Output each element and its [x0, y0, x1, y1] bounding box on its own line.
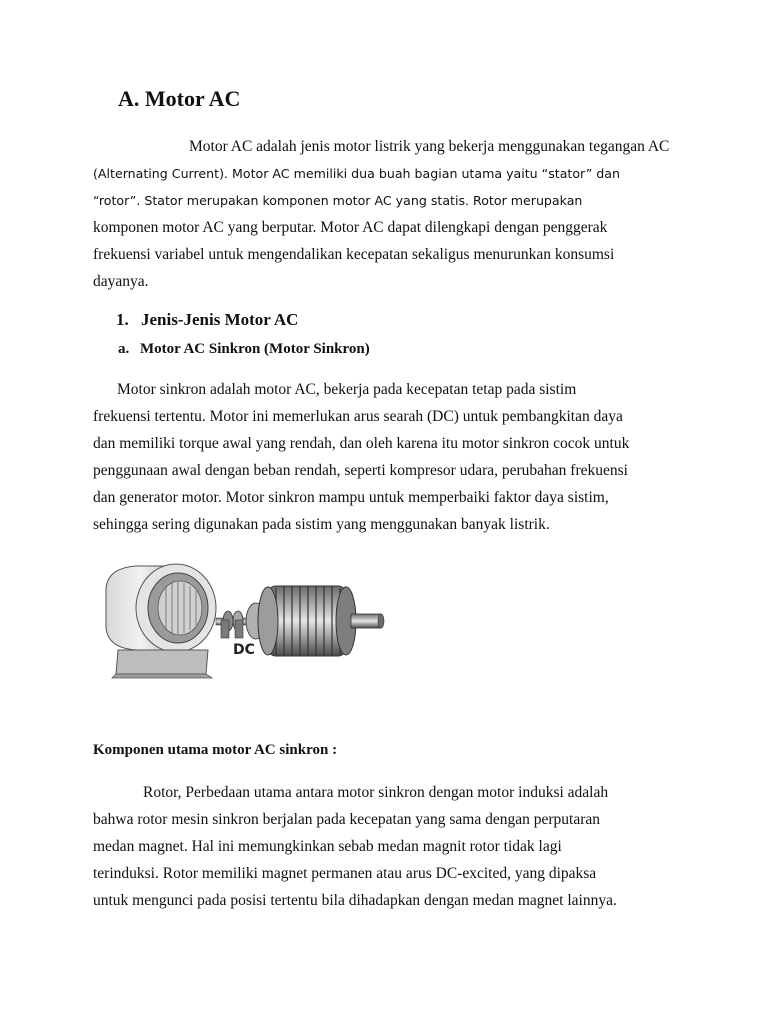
- rotor: [258, 586, 384, 656]
- rotor-line: terinduksi. Rotor memiliki magnet permanen atau arus DC-excited, yang dipaksa: [93, 865, 597, 882]
- dc-label: DC: [233, 642, 255, 658]
- stator-housing: [106, 564, 216, 678]
- synchronous-motor-figure: [96, 558, 396, 683]
- rotor-line: bahwa rotor mesin sinkron berjalan pada kecepatan yang sama dengan perputaran: [93, 811, 600, 828]
- intro-paragraph: [93, 133, 670, 295]
- subsection-number: a.: [118, 341, 130, 357]
- sinkron-line: frekuensi tertentu. Motor ini memerlukan arus searah (DC) untuk pembangkitan daya: [93, 408, 623, 425]
- sinkron-line: dan generator motor. Motor sinkron mampu untuk memperbaiki faktor daya sistim,: [93, 489, 609, 506]
- sinkron-line: dan memiliki torque awal yang rendah, dan oleh karena itu motor sinkron cocok untuk: [93, 435, 630, 452]
- intro-line: “rotor”. Stator merupakan komponen motor AC yang statis. Rotor merupakan: [93, 193, 583, 208]
- subsection-heading: [118, 341, 370, 358]
- sinkron-line: penggunaan awal dengan beban rendah, seperti kompresor udara, perubahan frekuensi: [93, 462, 628, 479]
- subsection-title: Motor AC Sinkron (Motor Sinkron): [140, 341, 370, 357]
- rotor-paragraph: [93, 779, 665, 914]
- intro-line: frekuensi variabel untuk mengendalikan kecepatan sekaligus menurunkan konsumsi: [93, 246, 615, 263]
- rotor-line: Rotor, Perbedaan utama antara motor sinkron dengan motor induksi adalah: [143, 784, 609, 801]
- page-title: A. Motor AC: [118, 86, 241, 111]
- section-number: 1.: [116, 310, 129, 329]
- rotor-line: untuk mengunci pada posisi tertentu bila dihadapkan dengan medan magnet lainnya.: [93, 892, 617, 909]
- intro-line: (Alternating Current). Motor AC memiliki dua buah bagian utama yaitu “stator” dan: [93, 166, 620, 181]
- motor-illustration: [96, 558, 396, 683]
- komponen-heading: Komponen utama motor AC sinkron :: [93, 742, 338, 758]
- intro-line: dayanya.: [93, 273, 149, 290]
- rotor-line: medan magnet. Hal ini memungkinkan sebab medan magnit rotor tidak lagi: [93, 838, 562, 855]
- section-title: Jenis-Jenis Motor AC: [141, 310, 299, 329]
- sinkron-line: Motor sinkron adalah motor AC, bekerja pada kecepatan tetap pada sistim: [117, 381, 577, 398]
- sinkron-line: sehingga sering digunakan pada sistim yang menggunakan banyak listrik.: [93, 516, 550, 533]
- section-heading: [116, 310, 298, 330]
- intro-line: Motor AC adalah jenis motor listrik yang bekerja menggunakan tegangan AC: [189, 138, 670, 155]
- intro-line: komponen motor AC yang berputar. Motor AC dapat dilengkapi dengan penggerak: [93, 219, 608, 236]
- sinkron-paragraph: [93, 376, 673, 538]
